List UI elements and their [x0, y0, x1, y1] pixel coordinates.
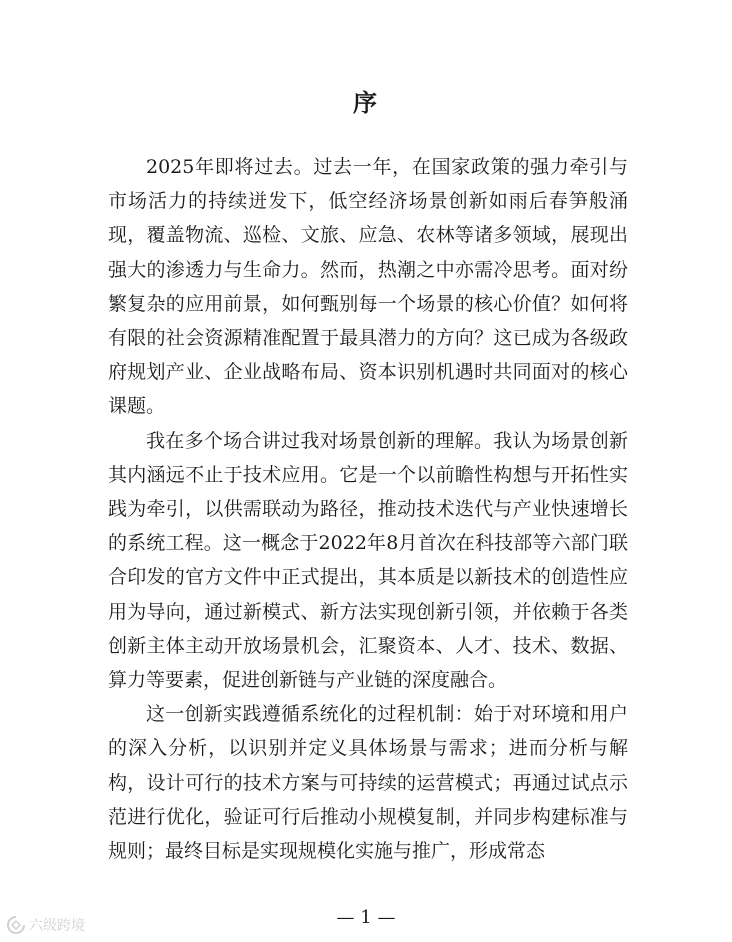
page-number: — 1 — [336, 907, 396, 928]
watermark-logo-icon [6, 915, 26, 935]
watermark [6, 915, 85, 935]
paragraph-2: 我在多个场合讲过我对场景创新的理解。我认为场景创新其内涵远不止于技术应用。它是一个以前瞻性构想与开拓性实践为牵引，以供需联动为路径，推动技术迭代与产业快速增长的系统工程。这一概念于2022年8月首次在科技部等六部门联合印发的官方文件中正式提出，其本质是以新技术的创造性应用为导向，通过新模式、新方法实现创新引领，并依赖于各类创新主体主动开放场景机会，汇聚资本、人才、技术、数据、算力等要素，促进创新链与产业链的深度融合。 [108, 429, 628, 692]
paragraph-1: 2025年即将过去。过去一年，在国家政策的强力牵引与市场活力的持续迸发下，低空经济场景创新如雨后春笋般涌现，覆盖物流、巡检、文旅、应急、农林等诸多领域，展现出强大的渗透力与生命力。然而，热潮之中亦需冷思考。面对纷繁复杂的应用前景，如何甄别每一个场景的核心价值？如何将有限的社会资源精准配置于最具潜力的方向？这已成为各级政府规划产业、企业战略布局、资本识别机遇时共同面对的核心课题。 [108, 156, 628, 418]
paragraph-3: 这一创新实践遵循系统化的过程机制：始于对环境和用户的深入分析，以识别并定义具体场景与需求；进而分析与解构，设计可行的技术方案与可持续的运营模式；再通过试点示范进行优化，验证可行后推动小规模复制，并同步构建标准与规则；最终目标是实现规模化实施与推广，形成常态 [108, 703, 628, 863]
page-title: 序 [353, 88, 379, 117]
body-text [108, 150, 628, 868]
watermark-text: 六级跨境 [29, 918, 85, 934]
